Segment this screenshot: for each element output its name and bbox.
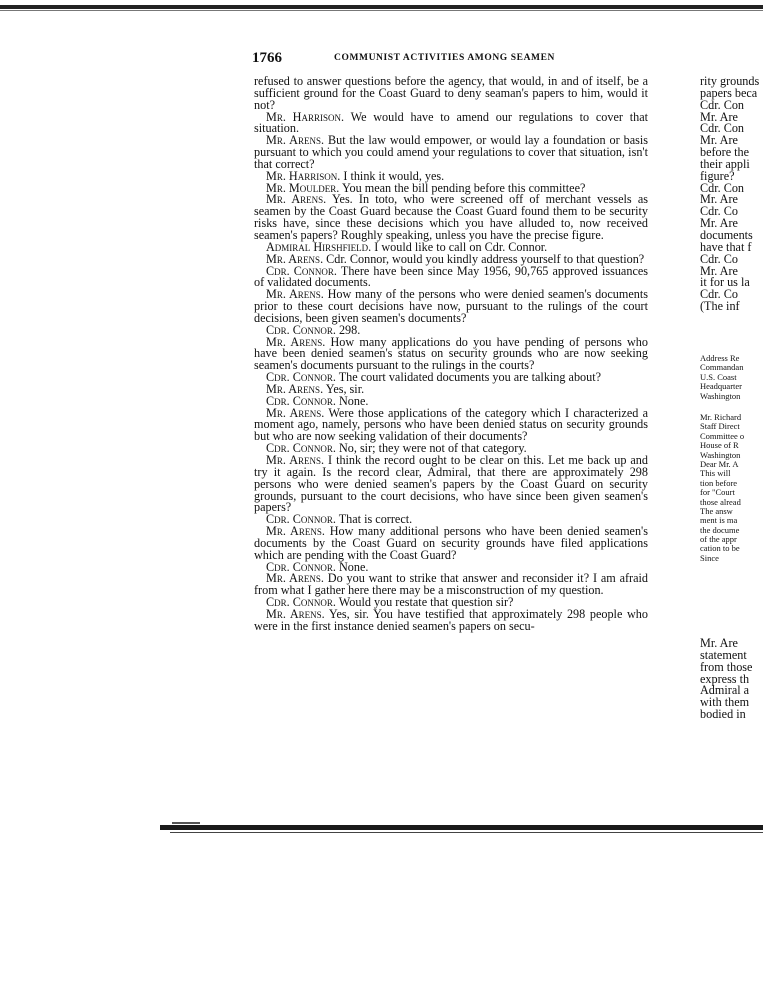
paragraph-text: Yes. In toto, who were screened off of merchant vessels as seamen by the Coast Guard because the Coast Guard found them to be security risks have, since these decisions which you have alluded to, now received seamen's papers? Roughly speaking, unless you have the precise figure.: [254, 192, 648, 242]
fragment-line: their appli: [700, 156, 750, 171]
speaker-name: Mr. Arens.: [266, 524, 325, 539]
paragraph-text: None.: [338, 393, 369, 408]
speaker-name: Mr. Harrison.: [266, 109, 345, 124]
speaker-name: Cdr. Connor.: [266, 441, 336, 456]
speaker-name: Mr. Arens.: [266, 453, 325, 467]
paragraph-text: There have been since May 1956, 90,765 approved issuances of validated documents.: [254, 263, 649, 290]
fragment-line: the docume: [700, 524, 740, 535]
paragraph-text: Were those applications of the category which I characterized a moment ago, namely, persons who have been denied status on security grounds but who are now seeking validation of their documents?: [254, 405, 648, 444]
fragment-line: Admiral a: [700, 683, 750, 698]
speaker-name: Mr. Arens.: [266, 571, 324, 586]
fragment-line: it for us la: [700, 275, 750, 290]
right-letter-address: [700, 354, 763, 401]
paragraph-text: How many applications do you have pending of persons who have been denied seamen's status on security grounds who are now seeking seamen's documents pursuant to the rulings in the courts?: [254, 334, 648, 373]
paragraph-text: I would like to call on Cdr. Connor.: [374, 239, 548, 254]
bottom-rule-thin: [170, 832, 763, 833]
right-letter-body: [700, 413, 763, 563]
paragraph: [254, 109, 648, 136]
fragment-line: Cdr. Co: [700, 287, 738, 302]
fragment-line: those alread: [700, 496, 741, 507]
fragment-line: from those: [700, 659, 753, 674]
speaker-name: Cdr. Connor.: [266, 559, 336, 574]
speaker-name: Mr. Moulder.: [266, 180, 340, 195]
fragment-line: Mr. Richard: [700, 412, 742, 422]
fragment-line: House of R: [700, 440, 739, 451]
paragraph: [254, 263, 649, 290]
paragraph: [254, 573, 648, 597]
page-number: 1766: [252, 50, 282, 66]
fragment-line: for "Court: [700, 487, 735, 498]
paragraph-text: How many additional persons who have been denied seamen's documents by the Coast Guard on security grounds have filed applications which are pending with the Coast Guard?: [254, 524, 648, 562]
fragment-line: Cdr. Con: [700, 97, 745, 112]
top-rule: [0, 5, 763, 9]
right-upper-text: [700, 76, 763, 313]
fragment-line: Mr. Are: [700, 192, 738, 207]
paragraph-text: That is correct.: [338, 512, 413, 527]
fragment-line: Mr. Are: [700, 133, 738, 148]
fragment-line: Address Re: [700, 353, 740, 363]
fragment-line: Cdr. Co: [700, 251, 738, 266]
paragraph: [254, 76, 648, 112]
fragment-line: Cdr. Con: [700, 180, 745, 195]
fragment-line: Mr. Are: [700, 109, 738, 124]
speaker-name: Mr. Harrison.: [266, 168, 341, 183]
fragment-line: Mr. Are: [700, 263, 738, 278]
paragraph: [254, 455, 648, 514]
paragraph-text: No, sir; they were not of that category.: [338, 441, 527, 456]
paragraph-text: refused to answer questions before the agency, that would, in and of itself, be a sufficient ground for the Coast Guard to deny seaman's papers to him, would it not?: [254, 74, 648, 112]
speaker-name: Admiral Hirshfield.: [266, 239, 372, 254]
paragraph-text: Yes, sir.: [325, 381, 365, 396]
fragment-line: figure?: [700, 168, 735, 183]
bottom-rule: [160, 825, 763, 830]
speaker-name: Cdr. Connor.: [266, 393, 336, 408]
fragment-line: have that f: [700, 239, 752, 254]
paragraph-text: None.: [338, 559, 369, 574]
fragment-line: Staff Direct: [700, 421, 740, 432]
fragment-line: The answ: [700, 505, 733, 516]
fragment-line: papers beca: [700, 85, 758, 100]
paragraph-text: But the law would empower, or would lay a foundation or basis pursuant to which you could amend your regulations to cover that situation, isn't that correct?: [254, 133, 649, 171]
fragment-line: before the: [700, 145, 750, 160]
speaker-name: Mr. Arens.: [266, 334, 326, 349]
speaker-name: Mr. Arens.: [266, 405, 325, 420]
fragment-line: rity grounds: [700, 74, 760, 88]
paragraph-text: I think it would, yes.: [343, 168, 445, 183]
fragment-line: Washington: [700, 390, 741, 401]
fragment-line: This will: [700, 468, 731, 479]
fragment-line: Headquarter: [700, 381, 743, 392]
running-head: COMMUNIST ACTIVITIES AMONG SEAMEN: [334, 53, 556, 63]
paragraph-text: Cdr. Connor, would you kindly address yourself to that question?: [326, 251, 645, 266]
fragment-line: Washington: [700, 449, 741, 460]
fragment-line: U.S. Coast: [700, 371, 737, 382]
paragraph: [254, 526, 648, 562]
fragment-line: with them: [700, 695, 750, 710]
fragment-line: Committee o: [700, 430, 745, 441]
speaker-name: Cdr. Connor.: [266, 512, 336, 527]
fragment-line: bodied in: [700, 707, 746, 722]
paragraph-text: Do you want to strike that answer and reconsider it? I am afraid from what I gather here there may be a misconstruction of my question.: [254, 571, 648, 598]
speaker-name: Mr. Arens.: [266, 287, 324, 302]
fragment-line: cation to be: [700, 543, 740, 554]
speaker-name: Cdr. Connor.: [266, 595, 336, 610]
paragraph-text: Would you restate that question sir?: [338, 595, 514, 610]
right-lower-text: [700, 638, 763, 721]
fragment-line: express th: [700, 671, 750, 686]
fragment-line: Mr. Are: [700, 636, 738, 650]
speaker-name: Mr. Arens.: [266, 606, 325, 621]
paragraph-text: Yes, sir. You have testified that approximately 298 people who were in the first instance denied seamen's papers on secu-: [254, 606, 648, 633]
fragment-line: of the appr: [700, 534, 737, 545]
speaker-name: Mr. Arens.: [266, 192, 327, 207]
speaker-name: Mr. Arens.: [266, 133, 325, 148]
paragraph-text: You mean the bill pending before this committee?: [341, 180, 586, 195]
paragraph: [254, 135, 648, 171]
paragraph: [254, 289, 648, 325]
fragment-line: ment is ma: [700, 515, 738, 526]
paragraph: [254, 194, 648, 241]
main-column: [254, 76, 648, 633]
paragraph-text: I think the record ought to be clear on this. Let me back up and try it again. Is the record clear, Admiral, that there are approximately 298 persons who were denied seamen's papers by the Coast Guard on security grounds, pursuant to the court decisions, who have since been given seamen's papers?: [254, 453, 648, 515]
paragraph: [254, 334, 648, 373]
scan-mark: [172, 822, 200, 824]
fragment-line: tion before: [700, 477, 738, 488]
paragraph-text: The court validated documents you are talking about?: [338, 370, 602, 385]
fragment-line: statement: [700, 647, 747, 662]
speaker-name: Cdr. Connor.: [266, 322, 336, 337]
speaker-name: Cdr. Connor.: [266, 370, 336, 385]
fragment-line: Mr. Are: [700, 216, 738, 231]
paragraph-text: We would have to amend our regulations to cover that situation.: [254, 109, 648, 136]
paragraph: [254, 606, 648, 633]
speaker-name: Cdr. Connor.: [266, 263, 337, 278]
right-column-fragment: [700, 74, 763, 722]
fragment-line: Since: [700, 552, 719, 563]
fragment-line: Cdr. Co: [700, 204, 738, 219]
speaker-name: Mr. Arens.: [266, 251, 324, 266]
paragraph: [254, 405, 648, 444]
paragraph-text: How many of the persons who were denied seamen's documents prior to these court decisions have now, pursuant to the rulings of the court decisions, been given seamen's documents?: [254, 287, 648, 325]
fragment-line: Cdr. Con: [700, 121, 745, 136]
fragment-line: (The inf: [700, 299, 740, 314]
paragraph-text: 298.: [338, 322, 361, 337]
fragment-line: Dear Mr. A: [700, 458, 739, 469]
top-rule-thin: [0, 10, 763, 11]
speaker-name: Mr. Arens.: [266, 381, 324, 396]
fragment-line: Commandan: [700, 362, 744, 373]
fragment-line: documents: [700, 227, 753, 242]
page-header: [252, 50, 652, 68]
